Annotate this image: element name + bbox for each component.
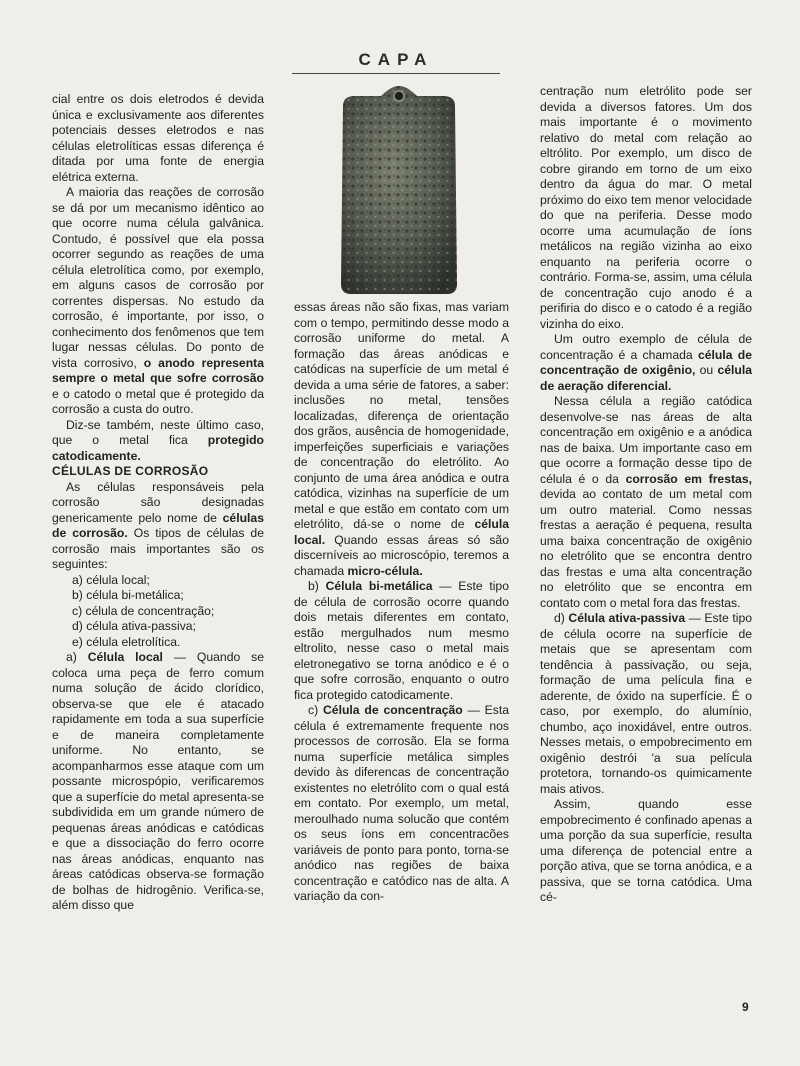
list-item: d) célula ativa-passiva; — [72, 619, 196, 633]
bold-text: célula local. — [294, 517, 509, 547]
text-span: b) — [308, 579, 326, 593]
bold-text: célula de aeração diferencial. — [540, 363, 752, 393]
paragraph — [294, 703, 509, 905]
page-number: 9 — [742, 1000, 749, 1014]
list-item: b) célula bi-metálica; — [72, 588, 184, 602]
bold-text: o anodo representa sempre o metal que sofre corrosão — [52, 355, 264, 385]
paragraph — [52, 650, 264, 914]
bold-text: protegido catodicamente. — [52, 433, 264, 463]
text-span: — Este tipo de célula de corrosão ocorre quando dois metais diferentes em contato, estão mergulhados num mesmo eltrolito, nesse caso o metal mais eletronegativo se torna anódico e é o que sofre corrosão, enquanto o outro fica protegido catodicamente. — [294, 579, 509, 702]
section-title: CAPA — [358, 50, 434, 69]
text-span: Um outro exemplo de célula de concentração é a chamada — [540, 332, 752, 362]
text-span: e o catodo o metal que é protegido da corrosão a custa do outro. — [52, 386, 264, 416]
paragraph — [294, 300, 509, 579]
list-item: a) célula local; — [72, 572, 150, 587]
column-2 — [294, 300, 509, 905]
bold-text: micro-célula. — [347, 563, 423, 578]
bold-text: corrosão em frestas, — [625, 471, 752, 486]
bold-text: célula de concentração de oxigênio, — [540, 347, 752, 377]
paragraph — [52, 418, 264, 465]
text-span: devida ao contato de um metal com um outro material. Como nessas frestas a aeração é pequena, resulta uma baixa concentração de oxigênio no eletrólito que se encontra dentro das frestas e uma alta concentração no eletrólito que se encontra em contato com o metal fora das frestas. — [540, 487, 752, 610]
text-span: As células responsáveis pela corrosão são designadas genericamente pelo nome de — [52, 479, 264, 525]
text-span: Nessa célula a região catódica desenvolve-se nas áreas de alta concentração em oxigênio e a anódica nas de baixa. Um importante caso em que ocorre a formação desse tipo de célula é o da — [540, 394, 752, 486]
paragraph — [294, 579, 509, 703]
bold-text: Célula de concentração — [323, 703, 463, 717]
text-span: Os tipos de células de corrosão mais importantes são os seguintes: — [52, 526, 264, 571]
corroded-plate-photo — [333, 84, 465, 296]
list-item: e) célula eletrolítica. — [72, 634, 181, 649]
corroded-plate-image — [333, 84, 465, 296]
text-span: c) — [308, 703, 323, 717]
column-1 — [52, 92, 264, 914]
text-span: A maioria das reações de corrosão se dá por um mecanismo idêntico ao que ocorre numa célula galvânica. Contudo, é possível que ela possa ocorrer segundo as reações de uma célula eletrolítica como, por exemplo, em alguns casos de corrosão por correntes dispersas. No estudo da corrosão, é importante, por isso, o conhecimento dos fenômenos que tem lugar nessas células. Do ponto de vista corrosivo, — [52, 185, 264, 370]
page-header — [292, 50, 500, 74]
text-span: — Este tipo de célula ocorre na superfície de metais que se apresentam com tendência à passivação, ou seja, formação de uma película fina e aderente, de óxido na superfície. É o caso, por exemplo, do alumínio, chumbo, aço inoxidável, entre outros. Nesses metais, o empobrecimento em oxigênio destrói 'a sua película protetora, tornando-os quimicamente mais ativos. — [540, 611, 752, 796]
text-span: ou — [695, 363, 718, 377]
paragraph — [540, 611, 752, 797]
bold-text: Célula local — [87, 650, 163, 664]
paragraph — [52, 185, 264, 418]
bold-text: Célula bi-metálica — [325, 579, 433, 593]
bold-text: Célula ativa-passiva — [568, 611, 686, 625]
cell-types-list — [52, 573, 264, 651]
header-rule — [292, 73, 500, 74]
text-span: essas áreas não são fixas, mas variam com o tempo, permitindo desse modo a corrosão uniforme do metal. A formação das áreas anódicas e catódicas na superfície de um metal é devida a uma série de fatores, a saber: inclusões no metal, tensões localizadas, diferença de orientação dos grãos, ausência de homogenidade, imperfeições superficiais e variações de concentração do eletrólito. Ao conjunto de uma área anódica e outra catódica, vizinhas na superfície de um metal e que estão em contato com um eletrólito, dá-se o nome de — [294, 300, 509, 531]
paragraph: centração num eletrólito pode ser devida a diversos fatores. Um dos mais importante é o movimento relativo do metal com relação ao eltrólito. Por exemplo, um disco de cobre girando em torno de um eixo dentro da água do mar. O metal próximo do eixo tem menor velocidade do que na periferia. Desse modo ocorre uma acumulação de íons metálicos na região vizinha ao eixo enquanto na periferia ocorre o contrário. Forma-se, assim, uma célula de concentração cujo anodo é a perifiria do disco e o catodo é a região vizinha do eixo. — [540, 84, 752, 331]
list-item: c) célula de concentração; — [72, 603, 215, 618]
paragraph: Assim, quando esse empobrecimento é confinado apenas a uma porção da sua superfície, resulta uma diferença de potencial entre a porção ativa, que se torna anódica, e a passiva, que se torna catódica. Uma cé- — [540, 797, 752, 904]
text-span: — Esta célula é extremamente frequente nos processos de corrosão. Ela se forma numa superfície metálica simples devido às diferencas de concentração existentes no eletrólito com o qual está em contato. Por exemplo, um metal, meroulhado numa solucão que contém os seus íons em concentracões variáveis de ponto para ponto, torna-se anódico nas regiões de baixa concentração e catódico nas de alta. A variação da con- — [294, 703, 509, 903]
paragraph — [540, 332, 752, 394]
text-span: Quando essas áreas só são discerníveis ao microscópio, teremos a chamada — [294, 532, 509, 578]
paragraph — [540, 394, 752, 611]
paragraph: cial entre os dois eletrodos é devida única e exclusivamente aos diferentes potenciais desses eletrodos e nas células eletrolíticas essas diferença é ditada por uma fonte de energia elétrica externa. — [52, 92, 264, 184]
text-span: a) — [66, 650, 88, 664]
paragraph — [52, 480, 264, 573]
section-heading: CÉLULAS DE CORROSÃO — [52, 464, 209, 478]
bold-text: células de corrosão. — [52, 510, 264, 540]
text-span: — Quando se coloca uma peça de ferro comum numa solução de ácido clorídico, observa-se que ele é atacado rapidamente em toda a sua superfície e de maneira completamente uniforme. No entanto, se acompanharmos esse ataque com um possante microspópio, verificaremos que a superfície do metal apresenta-se subdividida em um grande número de pequenas áreas anódicas e catódicas e que a dissociação do ferro ocorre nas áreas anódicas, enquanto nas áreas catódicas observa-se formação de bolhas de hidrogênio. Verifica-se, além disso que — [52, 650, 265, 912]
text-span: Diz-se também, neste último caso, que o metal fica — [52, 417, 264, 447]
text-span: d) — [554, 611, 569, 625]
column-3 — [540, 84, 752, 906]
